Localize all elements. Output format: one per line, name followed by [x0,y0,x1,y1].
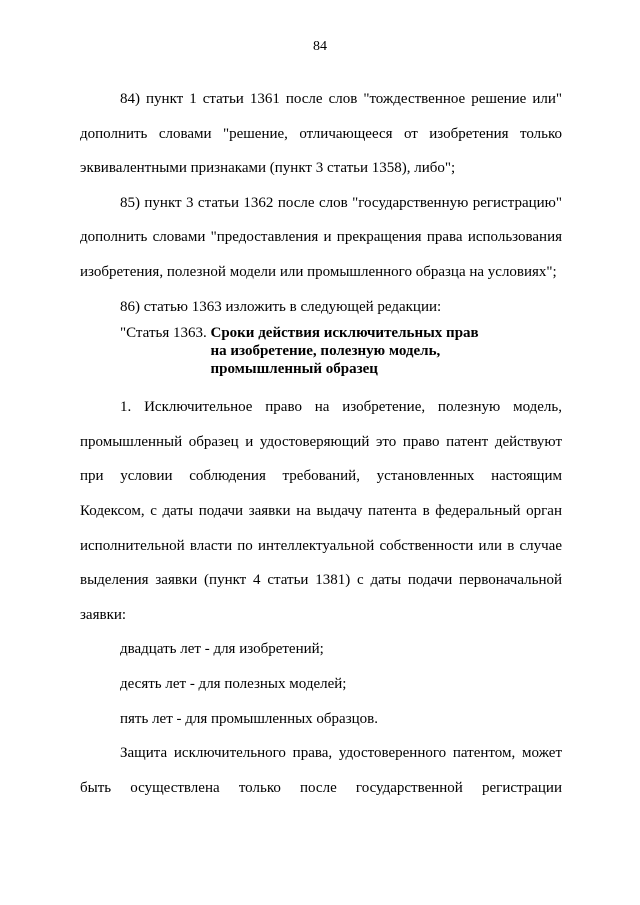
paragraph-line: заявки: [80,606,127,623]
article-heading [80,324,562,378]
list-item: десять лет - для полезных моделей; [120,675,347,692]
clause-1 [80,390,562,632]
article-title [210,324,478,378]
article-title-line: Сроки действия исключительных прав [210,325,479,342]
paragraph-line: изобретения, полезной модели или промышленного образца на условиях"; [80,263,557,280]
paragraph-line: выделения заявки (пункт 4 статьи 1381) с даты подачи первоначальной [80,572,562,589]
paragraph-line: промышленный образец и удостоверяющий это право патент действуют [80,433,562,450]
term-list [80,632,562,736]
paragraph-line: Защита исключительного права, удостоверенного патентом, может [120,745,562,762]
list-item: двадцать лет - для изобретений; [120,641,324,658]
list-item: пять лет - для промышленных образцов. [120,710,378,727]
paragraph-line: 85) пункт 3 статьи 1362 после слов "государственную регистрацию" [120,194,562,211]
article-title-line: на изобретение, полезную модель, [210,343,441,360]
paragraph-line: исполнительной власти по интеллектуальной собственности или в случае [80,537,562,554]
amendment-86: 86) статью 1363 изложить в следующей редакции: [120,298,442,315]
page-number: 84 [313,39,327,54]
paragraph-line: 84) пункт 1 статьи 1361 после слов "тождественное решение или" [120,91,562,107]
paragraph-line: быть осуществлена только после государственной регистрации [80,779,562,796]
paragraph-line: дополнить словами "решение, отличающееся от изобретения только [80,125,562,142]
paragraph-line: эквивалентными признаками (пункт 3 статьи 1358), либо"; [80,160,456,177]
article-title-line: промышленный образец [210,361,378,378]
paragraph-line: Кодексом, с даты подачи заявки на выдачу патента в федеральный орган [80,502,562,519]
paragraph-line: 1. Исключительное право на изобретение, полезную модель, [120,399,562,416]
protection-paragraph [80,736,562,805]
article-number: "Статья 1363. [120,325,211,342]
paragraph-line: при условии соблюдения требований, установленных настоящим [80,468,562,485]
paragraph-line: дополнить словами "предоставления и прекращения права использования [80,229,562,246]
amendment-84 [80,82,562,186]
document-body [80,82,562,805]
amendment-85 [80,186,562,290]
